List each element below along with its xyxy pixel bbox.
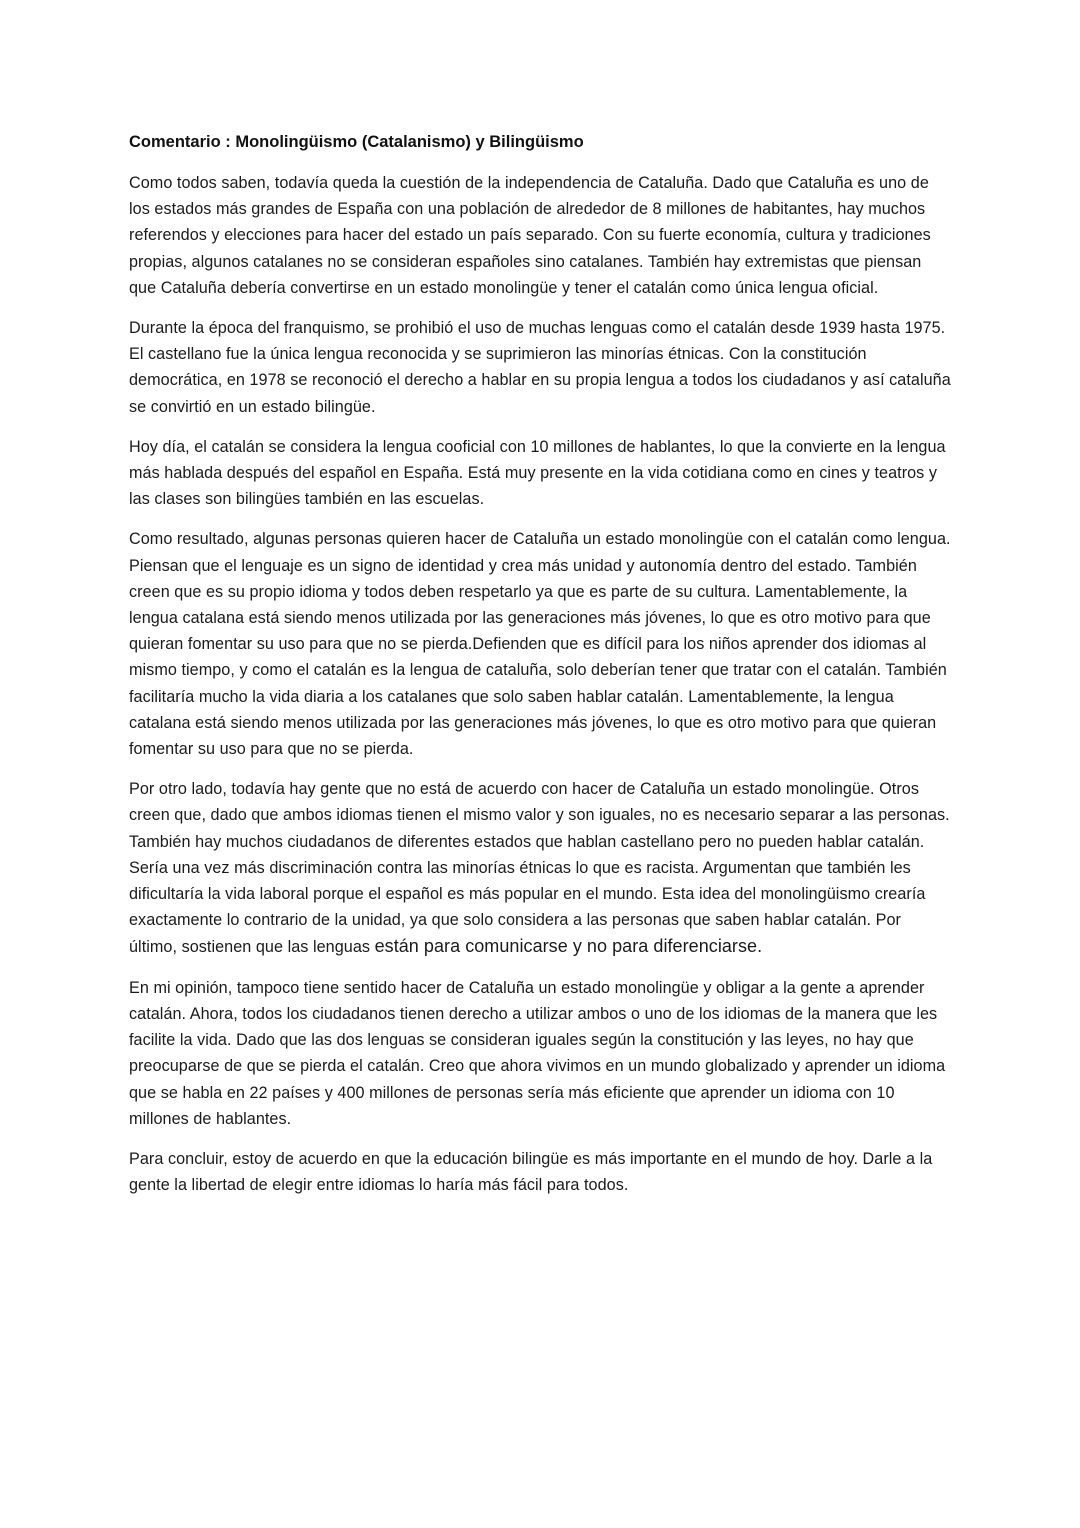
paragraph-2: Durante la época del franquismo, se prohibió el uso de muchas lenguas como el catalán desde 1939 hasta 1975. El castellano fue la única lengua reconocida y se suprimieron las minorías étnicas. Con la constitución democrática, en 1978 se reconoció el derecho a hablar en su propia lengua a todos los ciudadanos y así cataluña se convirtió en un estado bilingüe. bbox=[129, 319, 951, 416]
paragraph-1: Como todos saben, todavía queda la cuestión de la independencia de Cataluña. Dado que Cataluña es uno de los estados más grandes de España con una población de alrededor de 8 millones de habitantes, hay muchos referendos y elecciones para hacer del estado un país separado. Con su fuerte economía, cultura y tradiciones propias, algunos catalanes no se consideran españoles sino catalanes. También hay extremistas que piensan que Cataluña debería convertirse en un estado monolingüe y tener el catalán como única lengua oficial. bbox=[129, 174, 931, 297]
document-title: Comentario : Monolingüismo (Catalanismo) y Bilingüismo bbox=[129, 133, 584, 151]
paragraph-6-main: Por otro lado, todavía hay gente que no está de acuerdo con hacer de Cataluña un estado monolingüe. Otros creen que, dado que ambos idiomas tienen el mismo valor y son iguales, no es necesario separar a las personas. También hay muchos ciudadanos de diferentes estados que hablan castellano pero no pueden hablar catalán. Sería una vez más discriminación contra las minorías étnicas lo que es racista. Argumentan que también les dificultaría la vida laboral porque el español es más popular en el mundo. Esta idea del monolingüismo crearía exactamente lo contrario de la unidad, ya que solo considera a las personas que saben hablar catalán. Por último, sostienen que las lenguas bbox=[129, 780, 950, 957]
document-body bbox=[129, 130, 953, 1212]
paragraph-8: Para concluir, estoy de acuerdo en que la educación bilingüe es más importante en el mundo de hoy. Darle a la gente la libertad de elegir entre idiomas lo haría más fácil para todos. bbox=[129, 1149, 933, 1195]
paragraph-4: Como resultado, algunas personas quieren hacer de Cataluña un estado monolingüe con el catalán como lengua. Piensan que el lenguaje es un signo de identidad y crea más unidad y autonomía dentro del estado. También creen que es su propio idioma y todos deben respetarlo ya que es parte de su cultura. Lamentablemente, la lengua catalana está siendo menos utilizada por las generaciones más jóvenes, lo que es otro motivo para que quieran fomentar su uso para que no se pierda.Defienden que es difícil para los niños aprender dos idiomas al mismo tiempo, y como el catalán es la lengua de cataluña, solo deberían tener que tratar con el catalán. También facilitaría mucho la vida diaria a los catalanes que solo saben hablar catalán. Lamentablemente, la lengua catalana está siendo menos utilizada por las generaciones más jóvenes, lo que es otro motivo para que quieran fomentar su uso para que no se pierda. bbox=[129, 530, 951, 759]
paragraph-6 bbox=[129, 776, 953, 960]
paragraph-3: Hoy día, el catalán se considera la lengua cooficial con 10 millones de hablantes, lo que la convierte en la lengua más hablada después del español en España. Está muy presente en la vida cotidiana como en cines y teatros y las clases son bilingües también en las escuelas. bbox=[129, 437, 946, 509]
paragraph-7: En mi opinión, tampoco tiene sentido hacer de Cataluña un estado monolingüe y obligar a la gente a aprender catalán. Ahora, todos los ciudadanos tienen derecho a utilizar ambos o uno de los idiomas de la manera que les facilite la vida. Dado que las dos lenguas se consideran iguales según la constitución y las leyes, no hay que preocuparse de que se pierda el catalán. Creo que ahora vivimos en un mundo globalizado y aprender un idioma que se habla en 22 países y 400 millones de personas sería más eficiente que aprender un idioma con 10 millones de hablantes. bbox=[129, 978, 946, 1128]
paragraph-6-tail: están para comunicarse y no para diferenciarse. bbox=[374, 936, 763, 957]
